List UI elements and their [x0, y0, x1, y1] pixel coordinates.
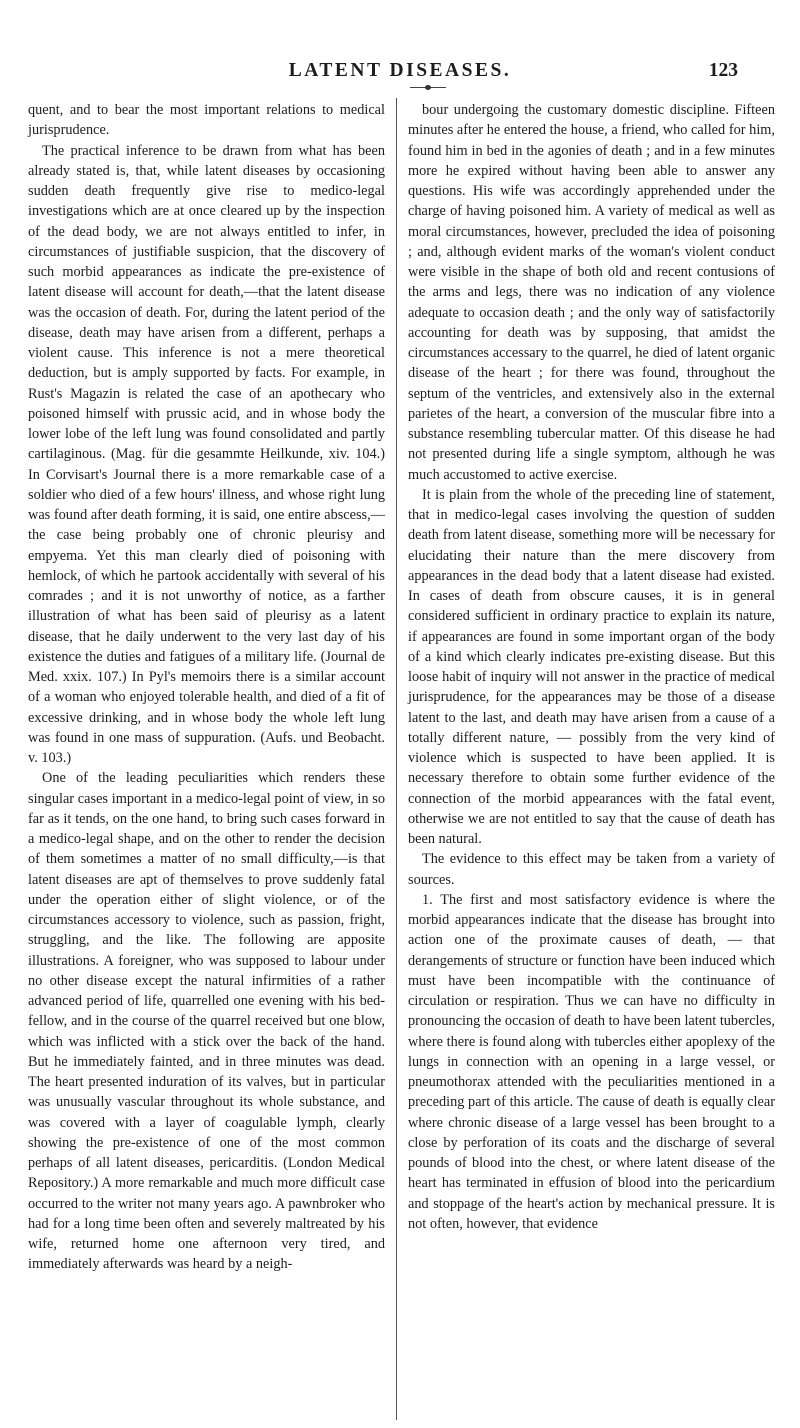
column-divider [396, 98, 397, 1420]
right-column [408, 100, 775, 1234]
paragraph: One of the leading peculiarities which renders these singular cases important in a medico-legal point of view, in so far as it tends, on the one hand, to bring such cases forward in a medico-legal shape, and on the other to render the decision of them sometimes a matter of no small difficulty,—is that latent diseases are apt of themselves to prove suddenly fatal under the operation either of slight violence, or of the circumstances accessory to violence, such as passion, fright, struggling, and the like. The following are apposite illustrations. A foreigner, who was supposed to labour under no other disease except the natural infirmities of a rather advanced period of life, quarrelled one evening with his bed-fellow, and in the course of the quarrel received but one blow, which was inflicted with a stick over the back of the hand. But he immediately fainted, and in three minutes was dead. The heart presented induration of its valves, but in particular was unusually vascular throughout its whole substance, and was covered with a layer of coagulable lymph, clearly showing the pre-existence of one of the most common perhaps of all latent diseases, pericarditis. (London Medical Repository.) A more remarkable and much more difficult case occurred to the writer not many years ago. A pawnbroker who had for a long time been often and severely maltreated by his wife, returned home one afternoon very tired, and immediately afterwards was heard by a neigh- [28, 770, 385, 1273]
page-header [0, 56, 800, 90]
page-number: 123 [708, 60, 738, 81]
left-column [28, 100, 385, 1275]
running-title: LATENT DISEASES. [288, 60, 512, 81]
paragraph: bour undergoing the customary domestic discipline. Fifteen minutes after he entered the house, a friend, who called for him, found him in bed in the agonies of death ; and in a few minutes more he expired without having been able to answer any questions. His wife was accordingly apprehended under the charge of having poisoned him. A variety of medical as well as moral circumstances, however, precluded the idea of poisoning ; and, although evident marks of the woman's violent conduct were visible in the shape of both old and recent contusions of the arms and legs, there was no indication of any violence adequate to occasion death ; and the only way of satisfactorily accounting for death was by supposing, that amidst the circumstances accessary to the quarrel, he died of latent organic disease of the heart ; for there was found, throughout the septum of the ventricles, and extensively also in the external parietes of the heart, a conversion of the muscular fibre into a substance resembling tubercular matter. Of this disease he had not presented during life a single symptom, although he was much accustomed to active exercise. [408, 102, 775, 483]
paragraph: It is plain from the whole of the preceding line of statement, that in medico-legal cases involving the question of sudden death from latent disease, something more will be necessary for elucidating their nature than the mere discovery from appearances in the dead body that a latent disease had existed. In cases of death from obscure causes, it is in general considered sufficient in ordinary practice to explain its nature, if appearances are found in some important organ of the body of a kind which clearly indicates pre-existing disease. But this loose habit of inquiry will not answer in the practice of medical jurisprudence, for the appearances may be those of a disease latent to the last, and death may have arisen from a cause of a totally different nature, — possibly from the very kind of violence which is suspected to have been applied. It is necessary therefore to obtain some further evidence of the connection of the morbid appearances with the fatal event, otherwise we are not entitled to say that the cause of death has been natural. [408, 486, 775, 847]
paragraph: The evidence to this effect may be taken from a variety of sources. [408, 851, 775, 888]
ornament-dot [425, 85, 431, 90]
header-ornament [410, 85, 446, 91]
paragraph: quent, and to bear the most important relations to medical jurisprudence. [28, 102, 385, 139]
paragraph: The practical inference to be drawn from what has been already stated is, that, while latent diseases by occasioning sudden death frequently give rise to medico-legal investigations which are at once cleared up by the inspection of the dead body, we are not always entitled to infer, in circumstances of justifiable suspicion, that the discovery of such morbid appearances as indicate the pre-existence of latent disease will account for death,—that the latent disease was the occasion of death. For, during the latent period of the disease, death may have arisen from a different, perhaps a violent cause. This inference is not a mere theoretical deduction, but is amply supported by facts. For example, in Rust's Magazin is related the case of an apothecary who poisoned himself with prussic acid, and in whose body the lower lobe of the left lung was found consolidated and partly cartilaginous. (Mag. für die gesammte Heilkunde, xiv. 104.) In Corvisart's Journal there is a more remarkable case of a soldier who died of a few hours' illness, and whose right lung was found after death forming, it is said, one entire abscess,—the case being probably one of chronic pleurisy and empyema. Yet this man clearly died of poisoning with hemlock, of which he partook accidentally with several of his comrades ; and it is not unworthy of notice, as a farther illustration of what has been said of pleurisy as a latent disease, that he daily underwent to the very last day of his existence the duties and fatigues of a military life. (Journal de Med. xxix. 107.) In Pyl's memoirs there is a similar account of a woman who enjoyed tolerable health, and died of a fit of excessive drinking, and in whose body the whole left lung was found in one mass of suppuration. (Aufs. und Beobacht. v. 103.) [28, 142, 385, 766]
paragraph: 1. The first and most satisfactory evidence is where the morbid appearances indicate that the disease has brought into action one of the proximate causes of death, — that derangements of structure or function have been induced which must have been incompatible with the continuance of circulation or respiration. Thus we can have no difficulty in pronouncing the occasion of death to have been latent tubercles, where there is found along with tubercles either apoplexy of the lungs in connection with an opening in a large vessel, or pneumothorax attended with the peculiarities mentioned in a preceding part of this article. The cause of death is equally clear where chronic disease of a large vessel has been brought to a close by perforation of its coats and the discharge of several pounds of blood into the chest, or where latent disease of the heart has terminated in effusion of blood into the pericardium and stoppage of the heart's action by mechanical pressure. It is not often, however, that evidence [408, 891, 775, 1232]
